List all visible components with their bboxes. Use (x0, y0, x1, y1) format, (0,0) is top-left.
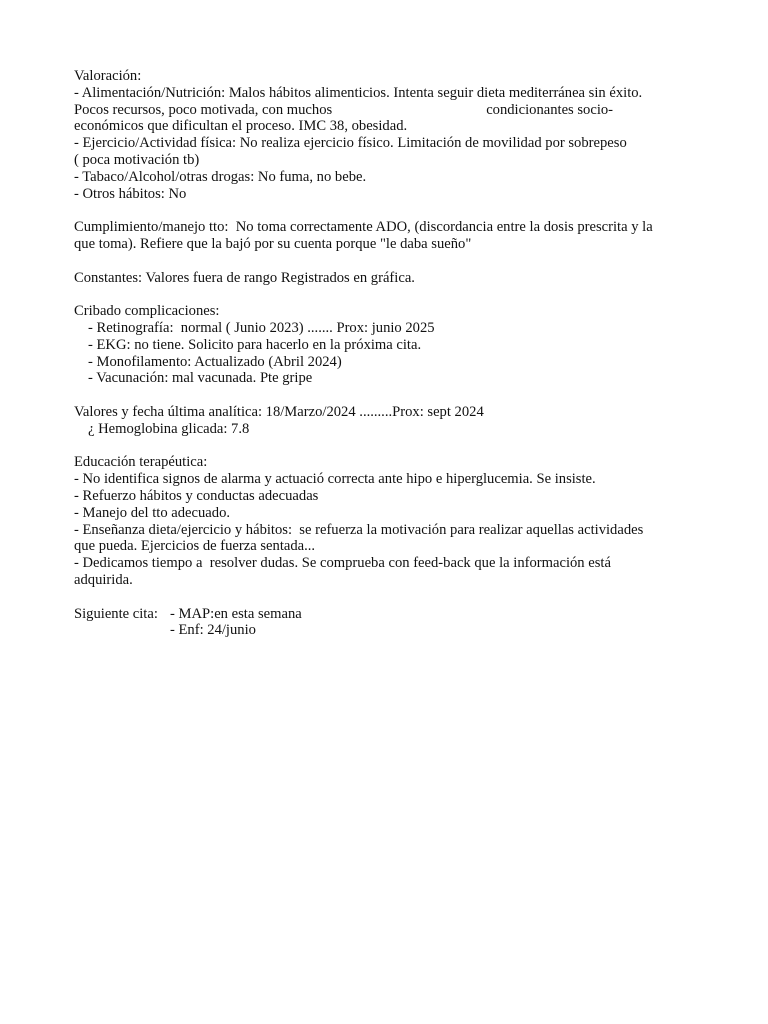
cribado-item-monofilamento: - Monofilamento: Actualizado (Abril 2024) (88, 353, 342, 370)
siguiente-cita-label: Siguiente cita: (74, 605, 158, 622)
cribado-item-vacunacion: - Vacunación: mal vacunada. Pte gripe (88, 370, 313, 387)
spacer (74, 589, 694, 606)
valoracion-tabaco-line: - Tabaco/Alcohol/otras drogas: No fuma, no bebe. (74, 168, 367, 185)
spacer (74, 286, 694, 303)
educacion-heading: Educación terapéutica: (74, 454, 208, 471)
spacer (74, 438, 694, 455)
constantes-line: Constantes: Valores fuera de rango Registrados en gráfica. (74, 269, 415, 286)
educacion-line-6: - Dedicamos tiempo a resolver dudas. Se comprueba con feed-back que la información está (74, 555, 611, 572)
educacion-line-2: - Refuerzo hábitos y conductas adecuadas (74, 487, 319, 504)
valoracion-condicionantes-text: condicionantes socio- (486, 101, 614, 118)
analitica-hemoglobina-line: ¿ Hemoglobina glicada: 7.8 (88, 420, 250, 437)
educacion-line-3: - Manejo del tto adecuado. (74, 504, 231, 521)
spacer (74, 253, 694, 270)
cumplimiento-line-1: Cumplimiento/manejo tto: No toma correctamente ADO, (discordancia entre la dosis prescrita y la (74, 219, 653, 236)
valoracion-ejercicio-line: - Ejercicio/Actividad física: No realiza ejercicio físico. Limitación de movilidad por sobrepeso (74, 135, 627, 152)
analitica-fecha-line: Valores y fecha última analítica: 18/Marzo/2024 .........Prox: sept 2024 (74, 403, 484, 420)
cribado-item-ekg: - EKG: no tiene. Solicito para hacerlo en la próxima cita. (88, 336, 422, 353)
educacion-line-7: adquirida. (74, 571, 133, 588)
siguiente-cita-line (74, 606, 694, 623)
educacion-line-5: que pueda. Ejercicios de fuerza sentada... (74, 538, 316, 555)
cumplimiento-line-2: que toma). Refiere que la bajó por su cuenta porque "le daba sueño" (74, 235, 472, 252)
valoracion-heading: Valoración: (74, 68, 142, 84)
educacion-line-1: - No identifica signos de alarma y actuació correcta ante hipo e hiperglucemia. Se insiste. (74, 471, 596, 488)
valoracion-otros-line: - Otros hábitos: No (74, 185, 187, 202)
educacion-line-4: - Enseñanza dieta/ejercicio y hábitos: se refuerza la motivación para realizar aquellas actividades (74, 521, 644, 538)
spacer (74, 202, 694, 219)
siguiente-cita-map: - MAP:en esta semana (170, 605, 302, 622)
valoracion-recursos-text: Pocos recursos, poco motivada, con muchos (74, 101, 333, 118)
siguiente-cita-enf: - Enf: 24/junio (170, 622, 256, 639)
valoracion-economicos-line: económicos que dificultan el proceso. IMC 38, obesidad. (74, 118, 408, 135)
valoracion-motivacion-line: ( poca motivación tb) (74, 151, 200, 168)
valoracion-nutricion-line: - Alimentación/Nutrición: Malos hábitos alimenticios. Intenta seguir dieta mediterránea sin éxito. (74, 84, 643, 101)
cribado-item-retinografia: - Retinografía: normal ( Junio 2023) ....... Prox: junio 2025 (88, 319, 435, 336)
valoracion-recursos-line (74, 102, 694, 119)
cribado-heading: Cribado complicaciones: (74, 303, 220, 320)
document-body (74, 68, 694, 639)
spacer (74, 387, 694, 404)
